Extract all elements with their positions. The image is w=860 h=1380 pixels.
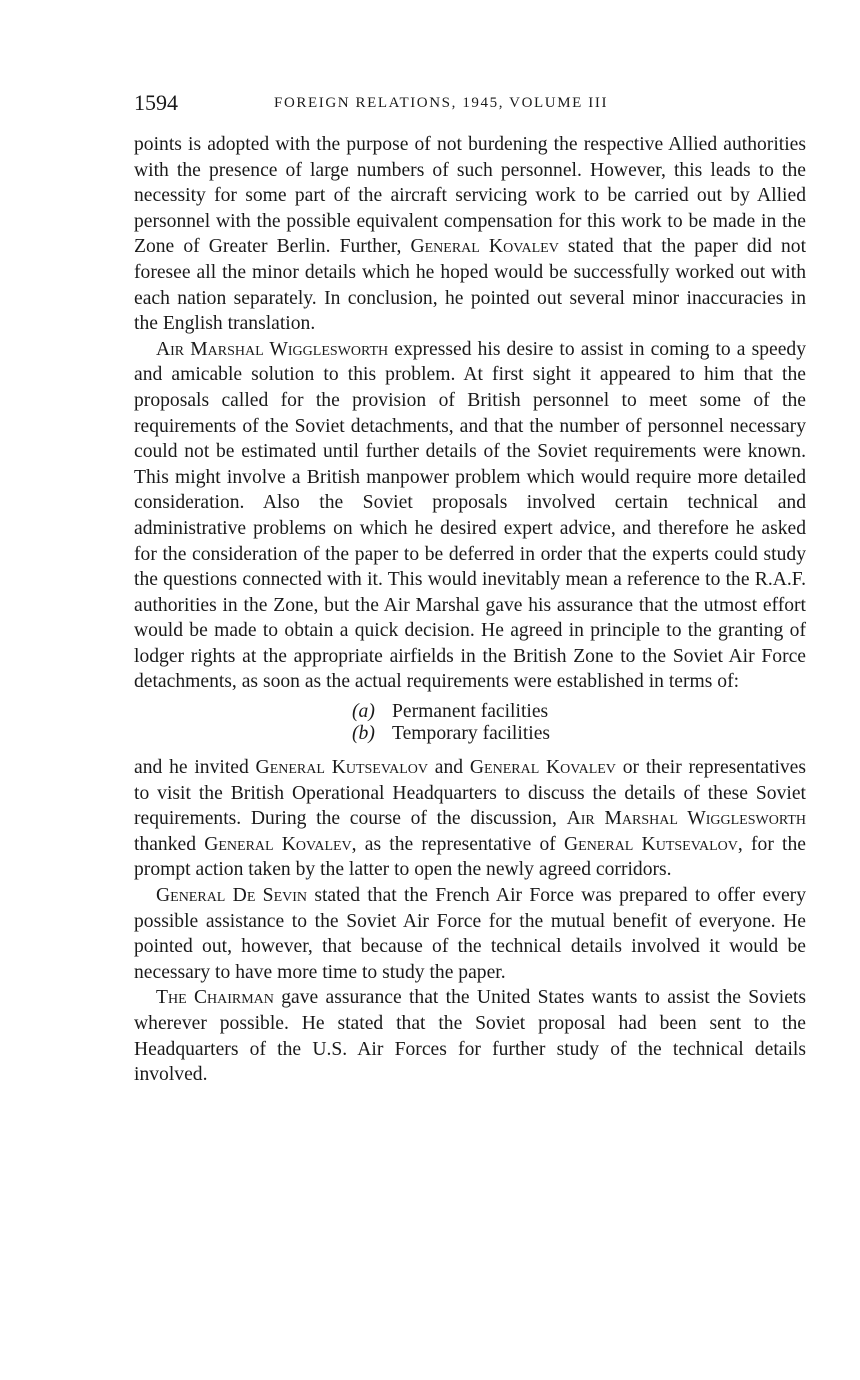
page-number: 1594 [134,90,178,115]
list-item-text: Permanent facilities [392,701,549,723]
speaker-air-marshal-wigglesworth: Air Marshal Wigglesworth [156,338,389,360]
paragraph-1 [134,132,806,337]
list-item-label: (a) [352,701,375,723]
speaker-general-kutsevalov: General Kutsevalov [564,833,738,855]
document-body [134,132,806,1088]
paragraph-4-text: stated that the French Air Force was prepared to offer every possible assistance to the Soviet Air Force for the mutual benefit of everyone. He pointed out, however, that because of the technical details involved it would be necessary to have more time to study the paper. [134,885,806,983]
paragraph-3-text-b: and [428,757,470,779]
list-item [352,701,806,723]
speaker-general-kutsevalov: General Kutsevalov [255,757,429,779]
paragraph-1-text-a: points is adopted with the purpose of not burdening the respective Allied authorities with the presence of large numbers of such personnel. However, this leads to the necessity for some part of the aircraft servicing work to be carried out by Allied personnel with the possible equivalent compensation for this work to be made in the Zone of Greater Berlin. Further, [134,134,806,258]
paragraph-2 [134,337,806,695]
speaker-general-kovalev: General Kovalev [204,833,352,855]
list-item-label: (b) [352,723,375,745]
paragraph-3-text-f: , for the prompt action taken by the latter to open the newly agreed corridors. [134,833,806,881]
paragraph-1-text-b: stated that the paper did not foresee all the minor details which he hoped would be successfully worked out with each nation separately. In conclusion, he pointed out several minor inaccuracies in the English translation. [134,236,807,335]
page-header [134,90,806,118]
paragraph-3 [134,755,806,883]
speaker-air-marshal-wigglesworth: Air Marshal Wigglesworth [566,808,807,830]
speaker-general-kovalev: General Kovalev [410,236,559,258]
list-item-text: Temporary facilities [392,723,551,745]
facilities-list [352,701,806,745]
paragraph-3-text-a: and he invited [134,757,256,779]
paragraph-3-text-e: , as the representative of [351,833,564,855]
paragraph-5-text: gave assurance that the United States wants to assist the Soviets wherever possible. He stated that the Soviet proposal had been sent to the Headquarters of the U.S. Air Forces for further study of the technical details involved. [134,987,806,1086]
paragraph-3-text-d: thanked [134,833,205,855]
paragraph-3-text-c: or their representatives to visit the British Operational Headquarters to discuss the details of these Soviet requirements. During the course of the discussion, [134,757,807,830]
speaker-general-kovalev: General Kovalev [469,757,616,779]
running-head: FOREIGN RELATIONS, 1945, VOLUME III [274,95,609,111]
speaker-the-chairman: The Chairman [156,987,274,1009]
list-item [352,723,806,745]
paragraph-5 [134,985,806,1087]
paragraph-2-text: expressed his desire to assist in coming to a speedy and amicable solution to this problem. At first sight it appeared to him that the proposals called for the provision of British personnel to meet some of the requirements of the Soviet detachments, and that the number of personnel necessary could not be estimated until further details of the Soviet requirements were known. This might involve a British manpower problem which would require more detailed consideration. Also the Soviet proposals involved certain technical and administrative problems on which he desired expert advice, and therefore he asked for the consideration of the paper to be deferred in order that the experts could study the questions connected with it. This would inevitably mean a reference to the R.A.F. authorities in the Zone, but the Air Marshal gave his assurance that the utmost effort would be made to obtain a quick decision. He agreed in principle to the granting of lodger rights at the appropriate airfields in the British Zone to the Soviet Air Force detachments, as soon as the actual requirements were established in terms of: [134,338,806,693]
paragraph-4 [134,883,806,985]
speaker-general-de-sevin: General De Sevin [156,885,308,907]
